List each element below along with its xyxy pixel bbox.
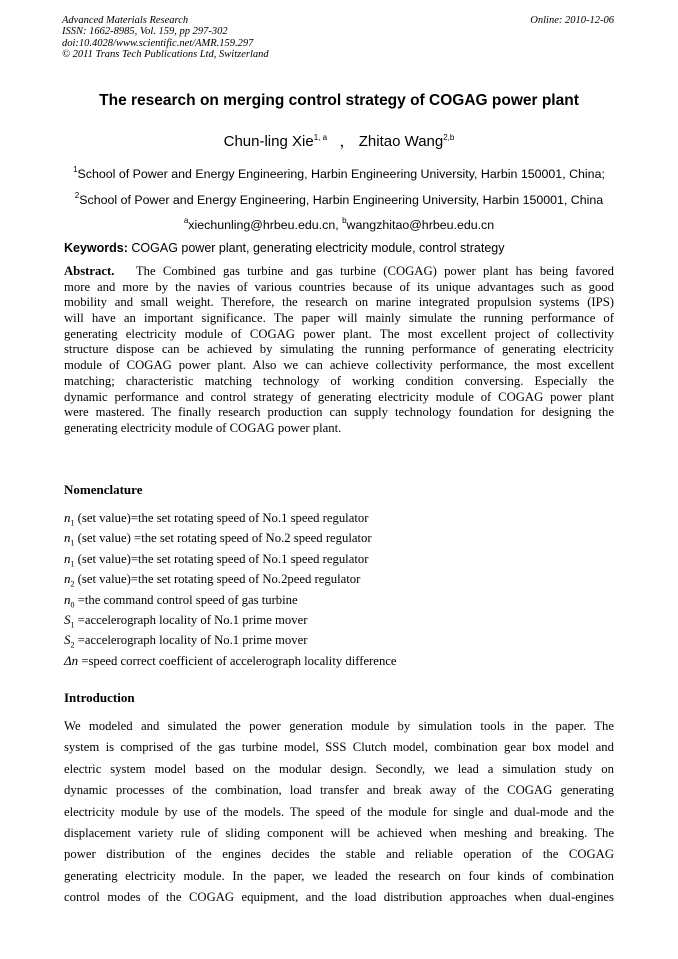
affiliation-text: School of Power and Energy Engineering, Harbin Engineering University, Harbin 150001, China;: [77, 167, 605, 181]
abstract-line: more and more by the navies of various countries because of its unique advantages such as good: [64, 279, 614, 294]
author-2-sup: 2,b: [443, 133, 455, 142]
abstract-line: module of COGAG power plant. Also we can achieve collectivity performance, the most excellent: [64, 358, 614, 373]
intro-line: dynamic processes of the combination, load transfer and break away of the COGAG generating: [64, 783, 614, 798]
abstract-line: were mastered. The finally research production can supply technology foundation for designing the: [64, 405, 614, 420]
affiliation-sup: 1: [73, 165, 78, 174]
affiliation-sup: 2: [74, 191, 80, 200]
nomenclature-definition: =speed correct coefficient of accelerograph locality difference: [78, 653, 397, 668]
nomenclature-item: [64, 508, 397, 528]
authors: [0, 130, 678, 151]
keywords-text: COGAG power plant, generating electricity module, control strategy: [127, 241, 505, 255]
keywords-label: Keywords:: [64, 241, 128, 255]
nomenclature-symbol: $S_2$: [64, 632, 75, 650]
author-2: Zhitao Wang: [358, 133, 444, 150]
intro-line: system is comprised of the gas turbine model, SSS Clutch model, combination gear box model and: [64, 740, 614, 755]
introduction-body: [64, 716, 614, 909]
journal-name: Advanced Materials Research: [62, 15, 189, 26]
abstract-line: mobility and small weight. Therefore, the research on marine integrated propulsion systems (IPS): [64, 295, 614, 310]
nomenclature-item: [64, 569, 397, 589]
nomenclature-list: [64, 508, 397, 671]
abstract-line: structure dispose can be achieved by simulating the running performance of generating electricity: [64, 342, 614, 357]
paper-title: The research on merging control strategy of COGAG power plant: [99, 92, 579, 109]
nomenclature-symbol: $n_1$: [64, 530, 75, 548]
abstract: [64, 264, 614, 437]
nomenclature-symbol: $n_2$: [64, 571, 75, 589]
intro-line: power distribution of the engines decides the stable and reliable operation of the COGAG: [64, 847, 614, 862]
email-sup: b: [342, 216, 347, 225]
intro-line: We modeled and simulated the power generation module by simulation tools in the paper. The: [64, 719, 614, 733]
introduction-heading: Introduction: [64, 690, 135, 705]
affiliation-text: School of Power and Energy Engineering, Harbin Engineering University, Harbin 150001, China: [79, 193, 604, 207]
abstract-line: dynamic performance and control strategy of generating electricity module of COGAG power plant: [64, 389, 614, 404]
abstract-line: [64, 264, 614, 280]
intro-line: generating electricity module. In the paper, we leaded the research on four kinds of combination: [64, 868, 614, 883]
abstract-line: matching; characteristic matching technology of working condition conversing. Especially the: [64, 373, 614, 388]
abstract-text: The Combined gas turbine and gas turbine (COGAG) power plant has being favored: [114, 264, 614, 278]
intro-line: electric system model based on the modular design. Secondly, we lead a simulation study on: [64, 761, 614, 776]
intro-line: control modes of the COGAG equipment, and the load distribution approaches when dual-engines: [64, 890, 614, 905]
intro-line: electricity module by use of the models. The speed of the module for single and dual-mode and the: [64, 804, 614, 819]
author-1: Chun-ling Xie: [223, 133, 314, 150]
nomenclature-item: [64, 528, 397, 548]
issn: ISSN: 1662-8985, Vol. 159, pp 297-302: [62, 26, 228, 38]
abstract-line: generating electricity module of COGAG power plant.: [64, 420, 342, 435]
nomenclature-definition: =the command control speed of gas turbine: [74, 592, 298, 607]
nomenclature-item: [64, 630, 397, 650]
nomenclature-definition: =accelerograph locality of No.1 prime mover: [74, 612, 308, 627]
email-a[interactable]: xiechunling@hrbeu.edu.cn,: [188, 218, 343, 232]
abstract-label: Abstract.: [64, 264, 115, 278]
nomenclature-symbol: $n_1$: [64, 510, 75, 528]
nomenclature-symbol: $S_1$: [64, 611, 75, 630]
nomenclature-definition: =accelerograph locality of No.1 prime mover: [74, 633, 308, 648]
nomenclature-symbol: $n_0$: [64, 591, 75, 610]
journal-header: [62, 15, 269, 60]
nomenclature-symbol: Δn: [64, 652, 79, 668]
nomenclature-definition: (set value)=the set rotating speed of No.1 speed regulator: [74, 551, 369, 566]
email-sup: a: [183, 216, 189, 225]
affiliation-2: [0, 193, 678, 207]
online-date: Online: 2010-12-06: [530, 15, 614, 26]
doi: doi:10.4028/www.scientific.net/AMR.159.297: [62, 37, 254, 49]
keywords: [64, 241, 504, 255]
emails: [0, 218, 678, 232]
author-1-sup: 1, a: [313, 133, 328, 142]
nomenclature-definition: (set value) =the set rotating speed of No.2 speed regulator: [74, 531, 372, 546]
abstract-line: generating electricity module of COGAG power plant. The most excellent project of collectivity: [64, 326, 614, 341]
intro-line: displacement variety rule of sliding component will be achieved when meshing and breaking. The: [64, 825, 614, 840]
nomenclature-item: [64, 590, 397, 610]
nomenclature-symbol: $n_1$: [64, 550, 75, 569]
nomenclature-item: [64, 651, 397, 671]
nomenclature-definition: (set value)=the set rotating speed of No.2peed regulator: [74, 572, 361, 587]
affiliation-1: [0, 167, 678, 181]
abstract-line: will have an important significance. The paper will mainly simulate the running performance of: [64, 311, 614, 326]
copyright: © 2011 Trans Tech Publications Ltd, Switzerland: [62, 48, 269, 60]
nomenclature-item: [64, 610, 397, 630]
nomenclature-item: [64, 549, 397, 569]
author-separator: ，: [339, 133, 355, 150]
nomenclature-heading: Nomenclature: [64, 482, 143, 497]
nomenclature-definition: (set value)=the set rotating speed of No.1 speed regulator: [74, 511, 369, 525]
email-b[interactable]: wangzhitao@hrbeu.edu.cn: [346, 218, 495, 232]
